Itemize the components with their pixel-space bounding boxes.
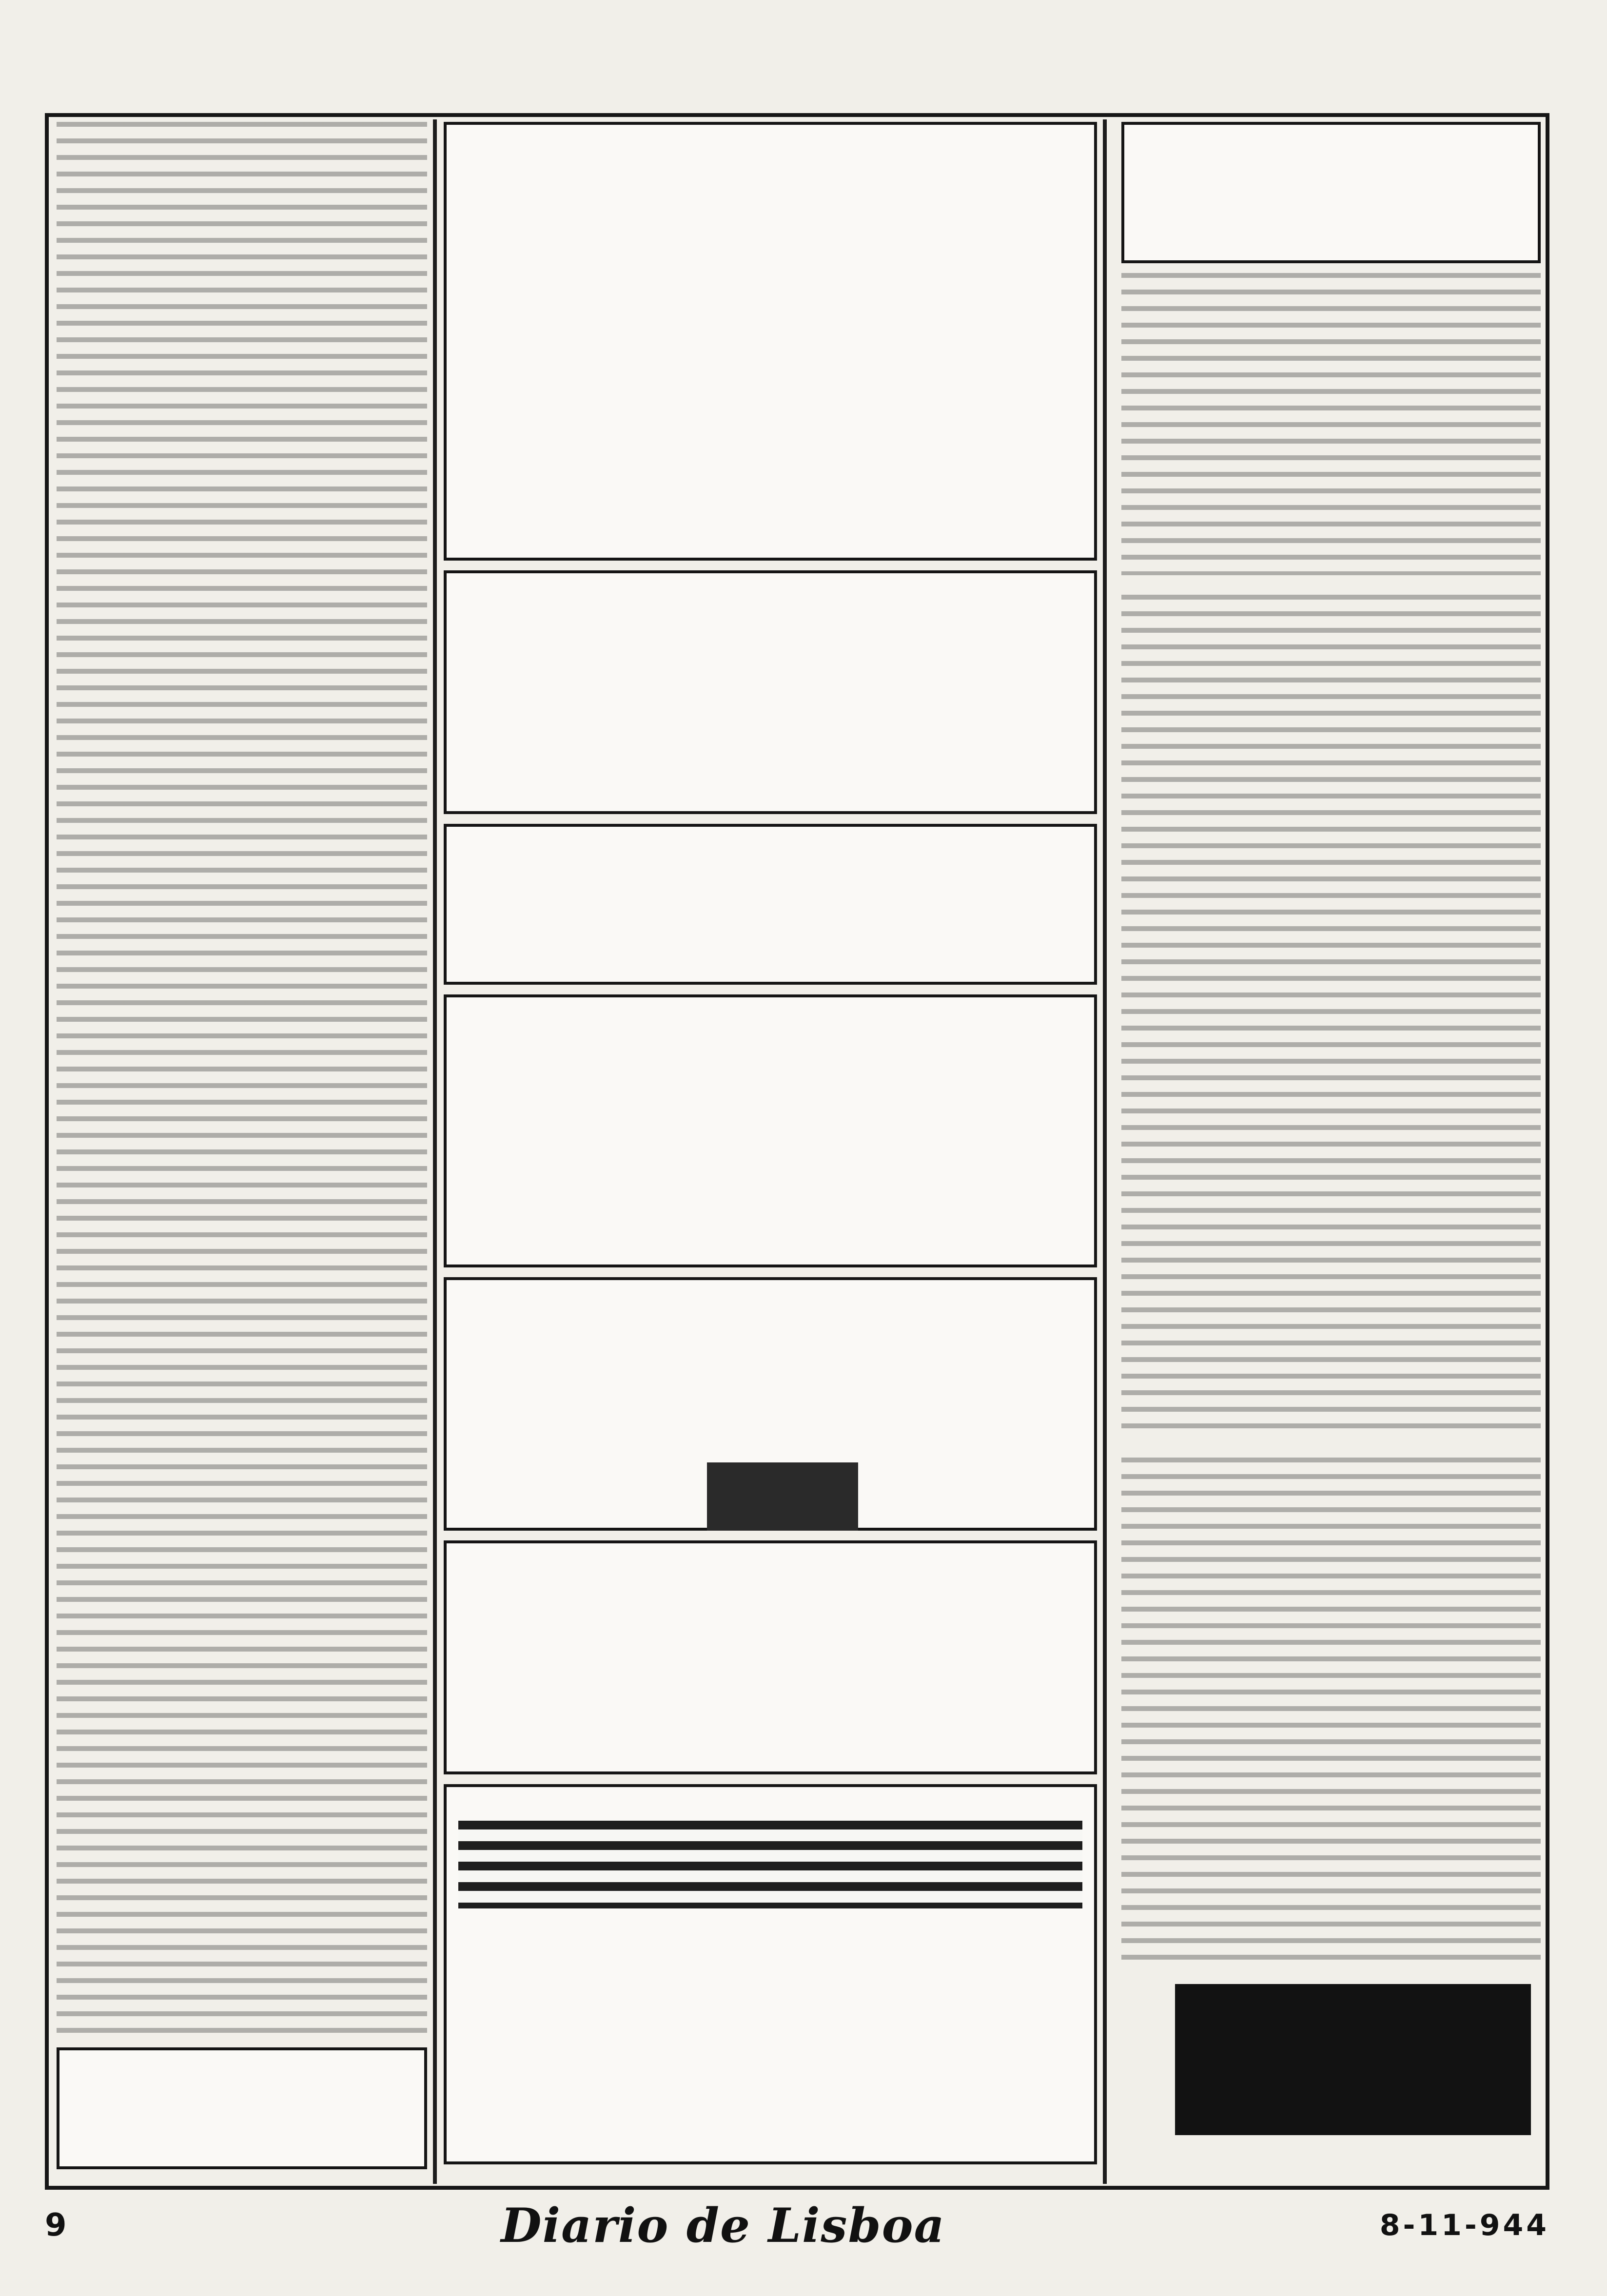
ad-block-middle: [444, 824, 1097, 985]
page-number: 9: [45, 2207, 67, 2243]
headline-stripe: [458, 1821, 1082, 1908]
issue-date: 8-11-944: [1379, 2208, 1549, 2242]
logo-mark: [707, 1462, 858, 1531]
ad-block-lower-middle: [444, 994, 1097, 1267]
text-column-right-1: [1121, 273, 1541, 575]
text-column-right-3: [1121, 1458, 1541, 1969]
heading-box-top-right: [1121, 122, 1541, 263]
column-rule-left: [433, 119, 437, 2184]
ad-block-upper-middle: [444, 570, 1097, 814]
ad-block-top: [444, 122, 1097, 561]
ad-block-lower: [444, 1540, 1097, 1774]
heading-box-bottom-right: [1175, 1984, 1531, 2135]
text-column-right-2: [1121, 595, 1541, 1433]
footer: [45, 2196, 1549, 2255]
column-rule-right: [1103, 119, 1107, 2184]
text-column-left: [57, 122, 427, 2033]
masthead: Diario de Lisboa: [501, 2198, 945, 2253]
heading-box-bottom-left: [57, 2047, 427, 2169]
